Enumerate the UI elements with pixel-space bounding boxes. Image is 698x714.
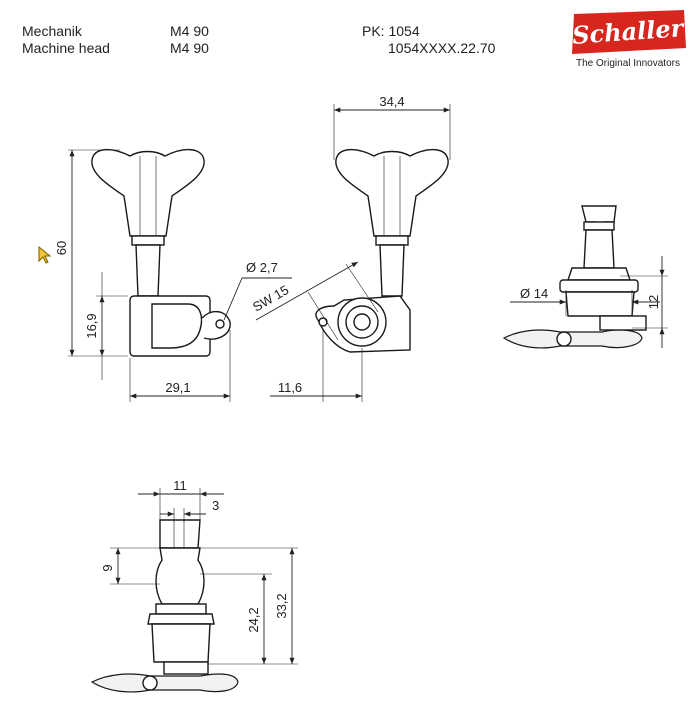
dim-height-total: 60 bbox=[54, 240, 69, 256]
dim-post-height-b: 33,2 bbox=[274, 593, 289, 619]
dim-width-top: 34,4 bbox=[379, 94, 405, 109]
dim-slot-gap: 3 bbox=[212, 498, 220, 513]
dim-post-height-a: 24,2 bbox=[246, 607, 261, 633]
model-german: M4 90 bbox=[170, 23, 209, 39]
dim-wrench-size: SW 15 bbox=[250, 282, 292, 315]
product-code: PK: 1054 bbox=[362, 23, 420, 39]
top-view bbox=[504, 206, 668, 348]
logo-brand-text: Schaller bbox=[571, 13, 685, 50]
dim-nut-height: 12 bbox=[646, 294, 661, 310]
label-english: Machine head bbox=[22, 40, 110, 56]
dim-nut-diameter: Ø 14 bbox=[520, 286, 549, 301]
dim-height-housing: 16,9 bbox=[84, 313, 99, 339]
article-number: 1054XXXX.22.70 bbox=[388, 40, 496, 56]
dim-hole-diameter: Ø 2,7 bbox=[246, 260, 278, 275]
front-view bbox=[54, 150, 292, 402]
dim-slot-width: 11 bbox=[173, 478, 187, 493]
mouse-cursor-icon bbox=[38, 246, 52, 269]
label-german: Mechanik bbox=[22, 23, 82, 39]
model-english: M4 90 bbox=[170, 40, 209, 56]
dim-width-housing: 29,1 bbox=[165, 380, 191, 395]
dim-slot-depth: 9 bbox=[100, 564, 115, 572]
bottom-view bbox=[92, 478, 298, 692]
dim-offset-center: 11,6 bbox=[277, 380, 303, 395]
logo-tagline: The Original Innovators bbox=[576, 58, 680, 69]
side-view bbox=[250, 94, 450, 402]
